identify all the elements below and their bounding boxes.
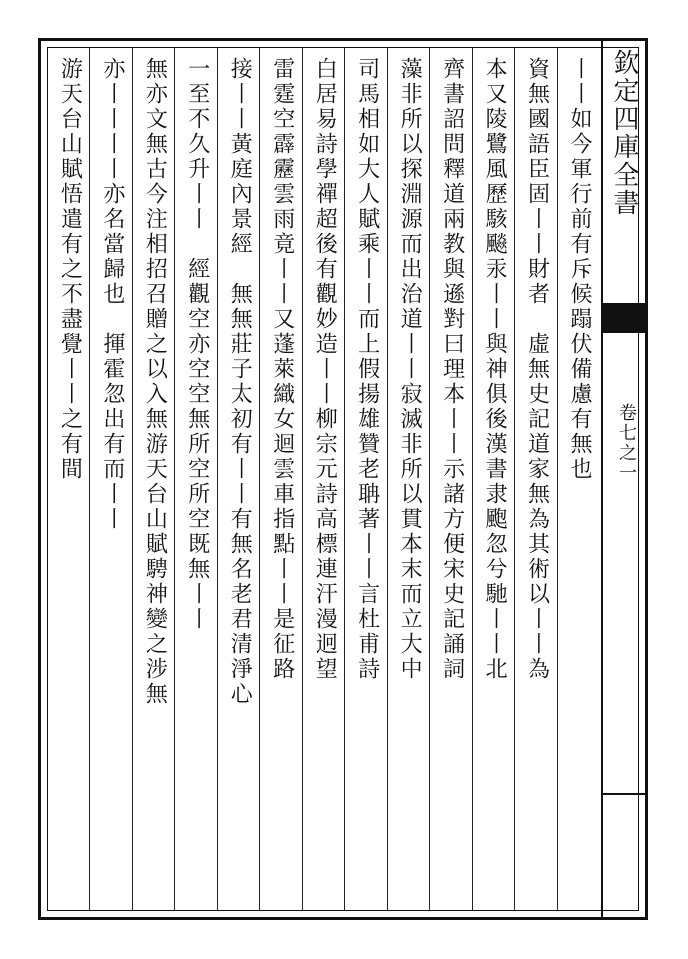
page-frame: [38, 38, 648, 920]
text-column: 一至不久升丨丨 經觀空亦空空無所空所空既無丨丨: [174, 47, 216, 911]
text-columns: [47, 47, 599, 911]
text-column: 無亦文無古今注相招召贈之以入無游天台山賦騁神變之涉無: [132, 47, 174, 911]
text-column: 丨丨如今軍行前有斥候蹋伏備慮有無也: [557, 47, 599, 911]
text-column: 資無國語臣固丨丨財者 虛無史記道家無為其術以丨丨為: [514, 47, 556, 911]
fishtail-block: [603, 303, 645, 333]
book-title: 欽定四庫全書: [609, 49, 639, 217]
text-column: 司馬相如大人賦乘丨丨而上假揚雄贊老聃著丨丨言杜甫詩: [344, 47, 386, 911]
margin-strip: [601, 41, 645, 917]
text-column: 白居易詩學禪超後有觀妙造丨丨柳宗元詩高標連汗漫迥望: [302, 47, 344, 911]
text-column: 游天台山賦悟遣有之不盡覺丨丨之有間: [57, 57, 83, 482]
text-column: 齊書詔問釋道兩教與遜對曰理本丨丨示諸方便宋史記誦詞: [429, 47, 471, 911]
text-column: 藻非所以探淵源而出治道丨丨寂滅非所以貫本末而立大中: [387, 47, 429, 911]
text-column: 亦丨丨丨丨亦名當歸也 揮霍忽出有而丨丨: [89, 47, 131, 911]
volume-label: 卷七之一: [616, 403, 637, 483]
text-column: 雷霆空霹靂雲雨竟丨丨又蓬萊織女迴雲車指點丨丨是征路: [259, 47, 301, 911]
margin-rule: [603, 793, 645, 795]
text-column: 接丨丨黃庭內景經 無無莊子太初有丨丨有無名老君清淨心: [217, 47, 259, 911]
text-column: 本又陵鷺風歷駭飈汞丨丨與神俱後漢書隶颮忽兮馳丨丨北: [472, 47, 514, 911]
